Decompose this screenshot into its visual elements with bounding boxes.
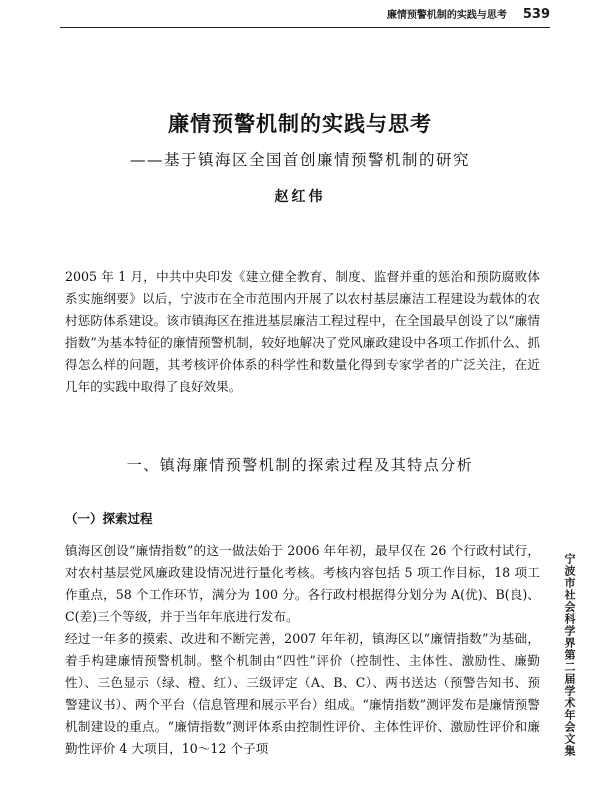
article-title: 廉情预警机制的实践与思考 [168, 112, 432, 136]
article-author: 赵红伟 [274, 189, 326, 205]
article-subtitle: ——基于镇海区全国首创廉情预警机制的研究 [129, 151, 470, 169]
abstract-paragraph: 2005 年 1 月，中共中央印发《建立健全教育、制度、监督并重的惩治和预防腐败体系实施纲要》以后，宁波市在全市范围内开展了以农村基层廉洁工程建设为载体的农村惩防体系建设。该市镇海区在推进基层廉洁工程过程中，在全国最早创设了以“廉情指数”为基本特征的廉情预警机制，较好地解决了党风廉政建设中各项工作抓什么、抓得怎么样的问题，其考核评价体系的科学性和数量化得到专家学者的广泛关注，在近几年的实践中取得了良好效果。 [65, 269, 540, 394]
running-header-title: 廉情预警机制的实践与思考 [386, 10, 507, 21]
side-note-vertical: 宁波市社会科学界第二届学术年会文集 [563, 553, 576, 757]
body-paragraph-1: 镇海区创设“廉情指数”的这一做法始于 2006 年年初，最早仅在 26 个行政村试行，对农村基层党风廉政建设情况进行量化考核。考核内容包括 5 项工作目标，18 项工作重点，58 个工作环节，满分为 100 分。各行政村根据得分划分为 A(优)、B(良)、C(差)三个等级，并于当年年底进行发布。 [65, 543, 540, 624]
header-rule [60, 27, 550, 28]
page-number: 539 [522, 7, 550, 22]
running-header [60, 6, 550, 26]
body-paragraph-2: 经过一年多的摸索、改进和不断完善，2007 年年初，镇海区以“廉情指数”为基础，着手构建廉情预警机制。整个机制由“四性”评价（控制性、主体性、激励性、廉勤性）、三色显示（绿、橙、红）、三级评定（A、B、C）、两书送达（预警告知书、预警建议书）、两个平台（信息管理和展示平台）组成。“廉情指数”测评发布是廉情预警机制建设的重点。“廉情指数”测评体系由控制性评价、主体性评价、激励性评价和廉勤性评价 4 大项目，10～12 个子项 [65, 631, 540, 756]
sub-heading: （一）探索过程 [65, 511, 153, 526]
section-heading: 一、镇海廉情预警机制的探索过程及其特点分析 [126, 456, 474, 474]
